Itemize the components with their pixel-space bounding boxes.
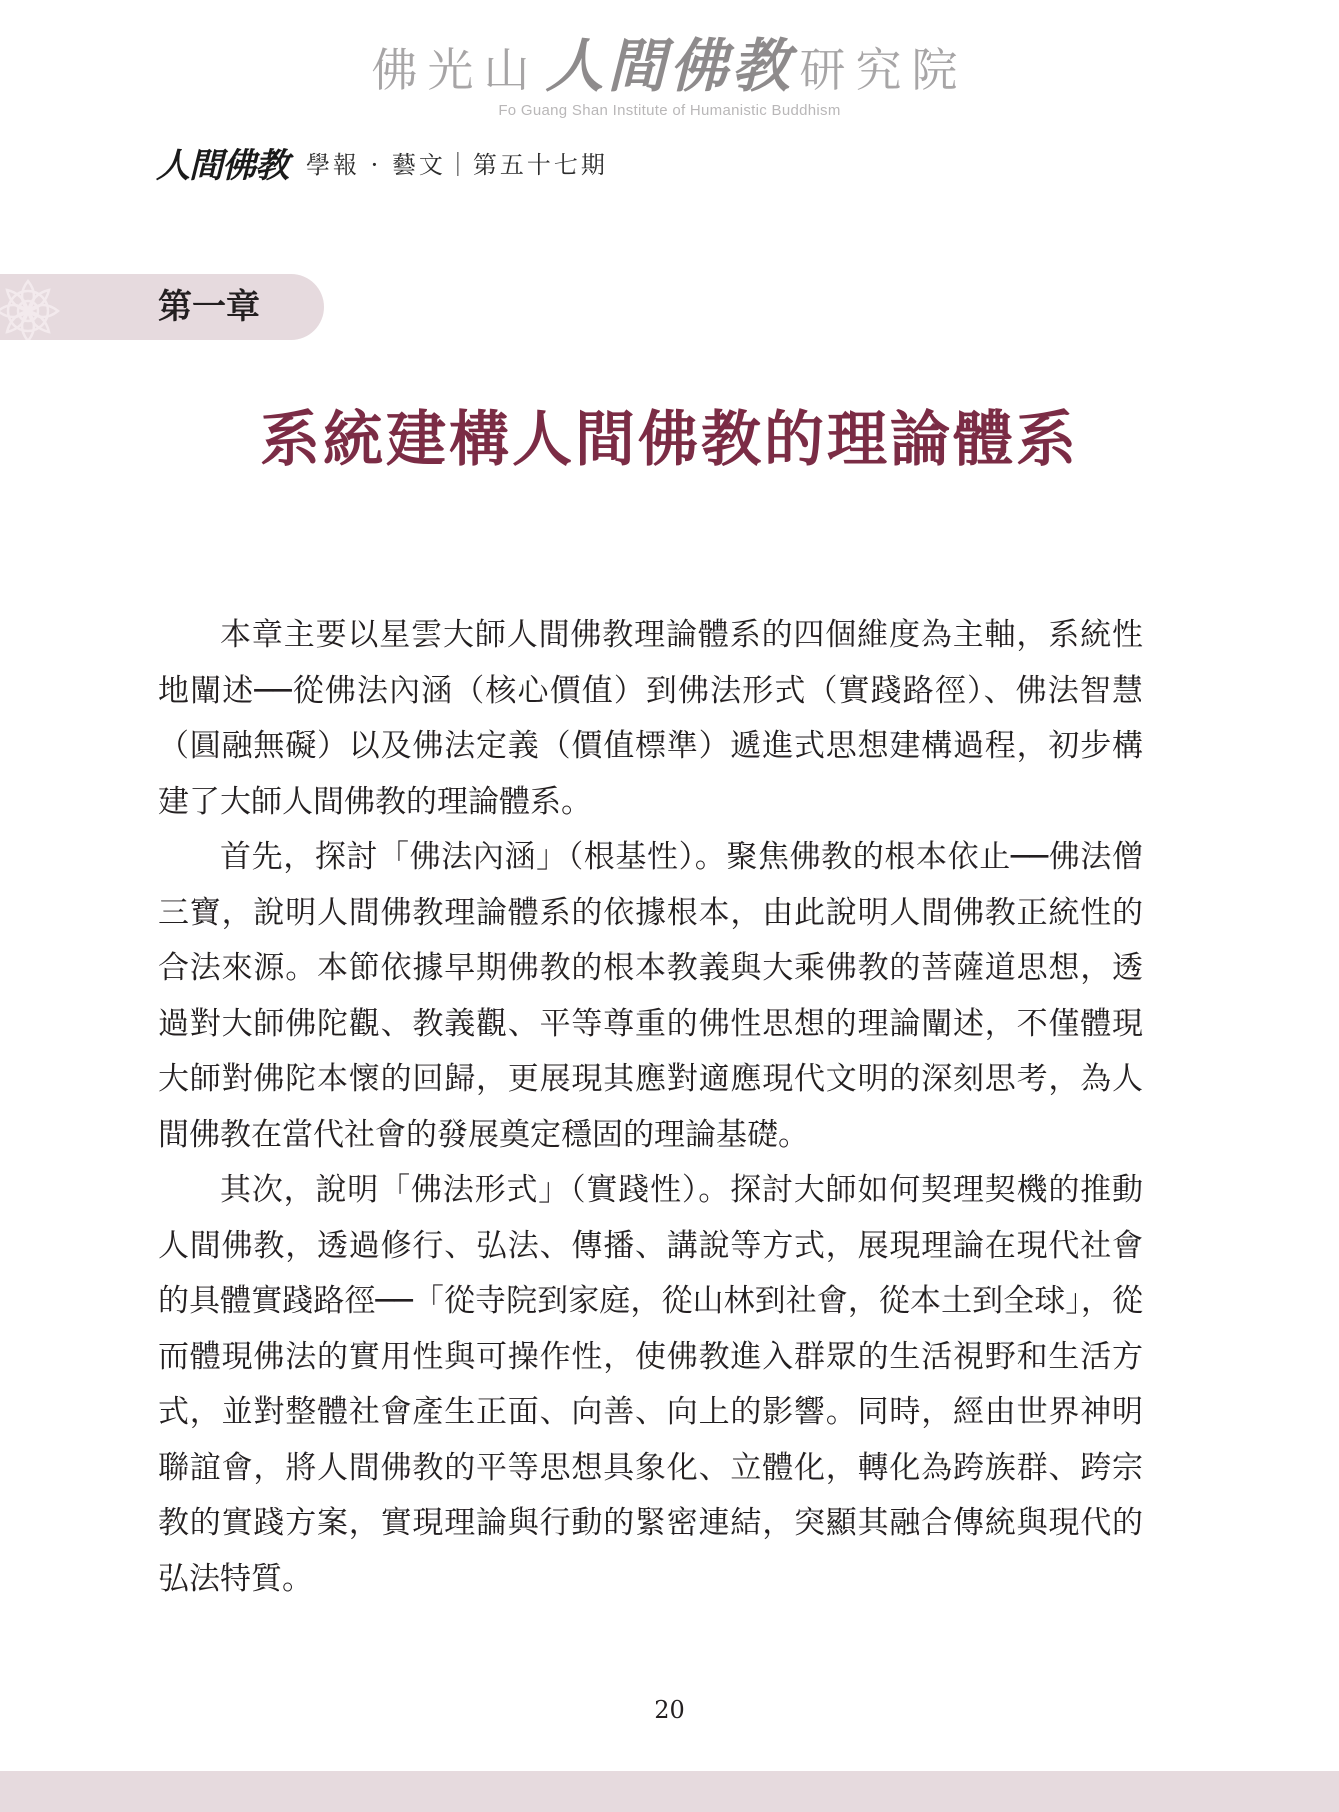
footer-band [0, 1771, 1339, 1812]
institute-name [0, 32, 1339, 100]
chapter-title: 系統建構人間佛教的理論體系 [260, 405, 1079, 475]
journal-logo: 人間佛教 [156, 146, 288, 186]
institute-name-brush-logo: 人間佛教 [545, 32, 794, 100]
institute-name-left: 佛光山 [371, 43, 540, 97]
chapter-tab [0, 274, 324, 340]
body-text [158, 608, 1143, 1607]
lotus-ornament-icon [0, 274, 98, 340]
journal-running-head [156, 138, 608, 187]
paragraph: 首先，探討「佛法內涵」（根基性）。聚焦佛教的根本依止──佛法僧三寶，說明人間佛教理論體系的依據根本，由此說明人間佛教正統性的合法來源。本節依據早期佛教的根本教義與大乘佛教的菩薩道思想，透過對大師佛陀觀、教義觀、平等尊重的佛性思想的理論闡述，不僅體現大師對佛陀本懷的回歸，更展現其應對適應現代文明的深刻思考，為人間佛教在當代社會的發展奠定穩固的理論基礎。 [158, 839, 1143, 1153]
institute-name-right: 研究院 [799, 43, 968, 97]
journal-issue-info: 學報 · 藝文｜第五十七期 [306, 151, 608, 179]
paragraph: 其次，說明「佛法形式」（實踐性）。探討大師如何契理契機的推動人間佛教，透過修行、弘法、傳播、講說等方式，展現理論在現代社會的具體實踐路徑──「從寺院到家庭，從山林到社會，從本土到全球」，從而體現佛法的實用性與可操作性，使佛教進入群眾的生活視野和生活方式，並對整體社會產生正面、向善、向上的影響。同時，經由世界神明聯誼會，將人間佛教的平等思想具象化、立體化，轉化為跨族群、跨宗教的實踐方案，實現理論與行動的緊密連結，突顯其融合傳統與現代的弘法特質。 [158, 1172, 1143, 1597]
institute-masthead [0, 32, 1339, 119]
institute-english-name: Fo Guang Shan Institute of Humanistic Buddhism [498, 102, 841, 119]
chapter-label: 第一章 [158, 287, 260, 327]
paragraph: 本章主要以星雲大師人間佛教理論體系的四個維度為主軸，系統性地闡述──從佛法內涵（核心價值）到佛法形式（實踐路徑）、佛法智慧（圓融無礙）以及佛法定義（價值標準）遞進式思想建構過程，初步構建了大師人間佛教的理論體系。 [158, 617, 1143, 820]
page-number: 20 [654, 1696, 685, 1724]
